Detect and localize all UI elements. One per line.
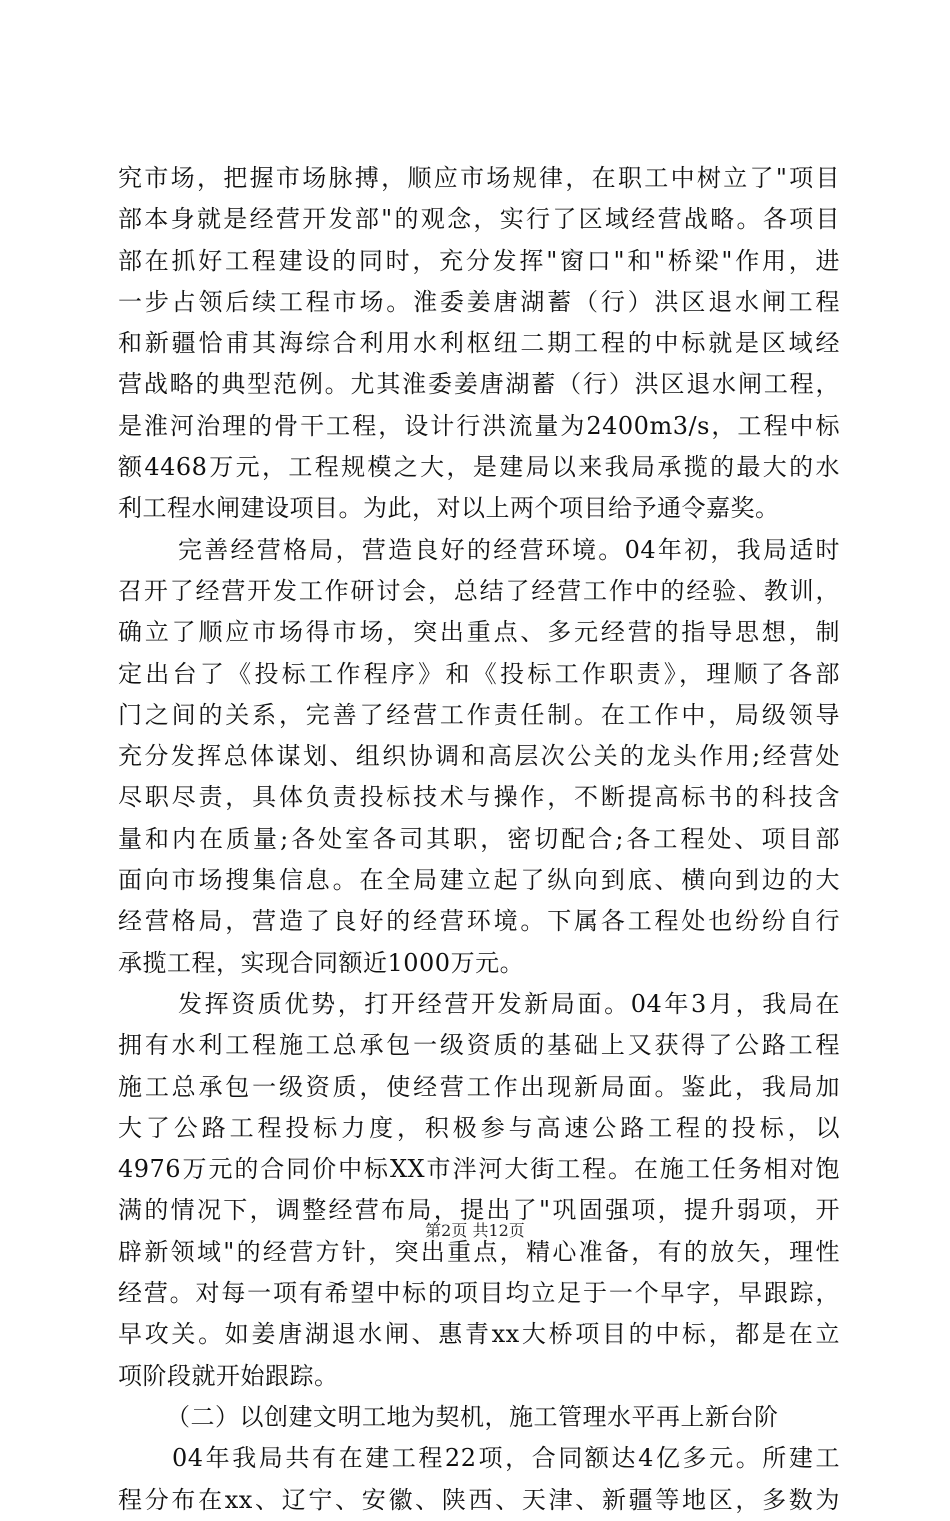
text-line: 承揽工程，实现合同额近1000万元。	[118, 948, 525, 977]
paragraph-start: 04年我局共有在建工程22项，合同额达4亿多元。所建工	[172, 1444, 840, 1473]
text-line: 是淮河治理的骨干工程，设计行洪流量为2400m3/s，工程中标	[118, 411, 840, 440]
text-line: 经营。对每一项有希望中标的项目均立足于一个早字，早跟踪，	[118, 1279, 840, 1308]
text-line: 确立了顺应市场得市场，突出重点、多元经营的指导思想，制	[118, 618, 840, 647]
paragraph-start: 发挥资质优势，打开经营开发新局面。04年3月，我局在	[178, 989, 840, 1018]
page-number: 第2页 共12页	[425, 1221, 525, 1240]
text-line: 面向市场搜集信息。在全局建立起了纵向到底、横向到边的大	[118, 866, 840, 895]
text-line: 营战略的典型范例。尤其淮委姜唐湖蓄（行）洪区退水闸工程，	[118, 370, 840, 399]
text-line: 早攻关。如姜唐湖退水闸、惠青xx大桥项目的中标，都是在立	[118, 1320, 840, 1349]
text-line: 项阶段就开始跟踪。	[118, 1361, 339, 1390]
text-line: 利工程水闸建设项目。为此，对以上两个项目给予通令嘉奖。	[118, 494, 780, 523]
text-line: 大了公路工程投标力度，积极参与高速公路工程的投标，以	[118, 1113, 840, 1142]
text-line: 部本身就是经营开发部"的观念，实行了区域经营战略。各项目	[118, 205, 840, 234]
text-line: 程分布在xx、辽宁、安徽、陕西、天津、新疆等地区，多数为	[118, 1485, 840, 1514]
text-line: 充分发挥总体谋划、组织协调和高层次公关的龙头作用;经营处	[118, 742, 840, 771]
body-text	[118, 158, 840, 1521]
paragraph-start: 完善经营格局，营造良好的经营环境。04年初，我局适时	[178, 535, 840, 564]
text-line: 定出台了《投标工作程序》和《投标工作职责》，理顺了各部	[118, 659, 840, 688]
text-line: 经营格局，营造了良好的经营环境。下属各工程处也纷纷自行	[118, 907, 840, 936]
text-line: 召开了经营开发工作研讨会，总结了经营工作中的经验、教训，	[118, 576, 840, 605]
text-line: 究市场，把握市场脉搏，顺应市场规律，在职工中树立了"项目	[118, 164, 840, 192]
text-line: 尽职尽责，具体负责投标技术与操作，不断提高标书的科技含	[118, 783, 840, 812]
text-line: 满的情况下，调整经营布局，提出了"巩固强项，提升弱项，开	[118, 1196, 840, 1225]
text-line: 和新疆恰甫其海综合利用水利枢纽二期工程的中标就是区域经	[118, 329, 840, 358]
text-line: 4976万元的合同价中标XX市泮河大街工程。在施工任务相对饱	[118, 1155, 840, 1184]
text-line: 门之间的关系，完善了经营工作责任制。在工作中，局级领导	[118, 700, 840, 729]
text-line: 辟新领域"的经营方针，突出重点，精心准备，有的放矢，理性	[118, 1237, 840, 1266]
text-line: 部在抓好工程建设的同时，充分发挥"窗口"和"桥梁"作用，进	[118, 246, 840, 275]
section-heading: （二）以创建文明工地为契机，施工管理水平再上新台阶	[166, 1402, 779, 1431]
text-line: 量和内在质量;各处室各司其职，密切配合;各工程处、项目部	[118, 824, 840, 853]
text-line: 一步占领后续工程市场。淮委姜唐湖蓄（行）洪区退水闸工程	[118, 287, 840, 316]
text-line: 施工总承包一级资质，使经营工作出现新局面。鉴此，我局加	[118, 1072, 840, 1101]
text-line: 额4468万元，工程规模之大，是建局以来我局承揽的最大的水	[118, 453, 840, 482]
text-line: 拥有水利工程施工总承包一级资质的基础上又获得了公路工程	[118, 1031, 840, 1060]
